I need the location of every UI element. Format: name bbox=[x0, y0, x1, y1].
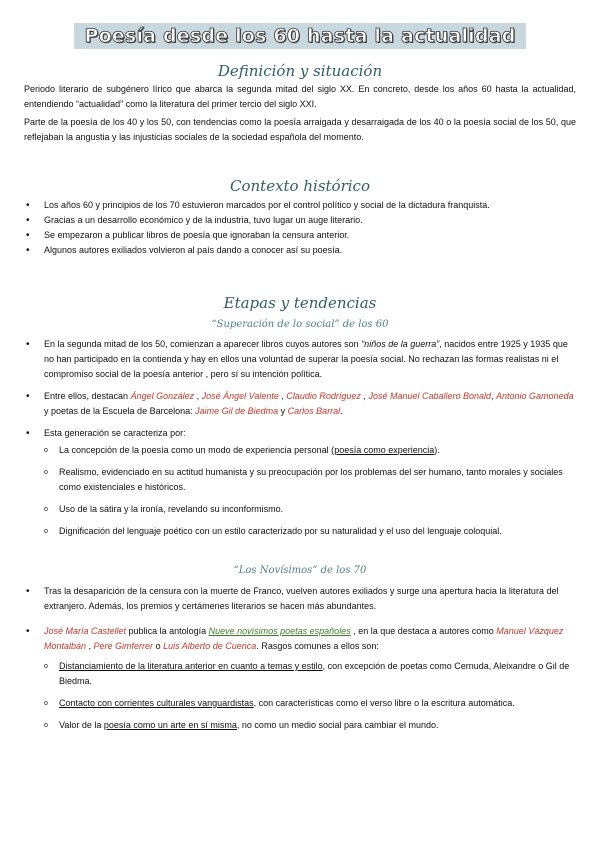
subheading-superacion: “Superación de lo social” de los 60 bbox=[211, 319, 389, 330]
author-name: José María Castellet bbox=[44, 626, 127, 636]
heading-contexto: Contexto histórico bbox=[230, 177, 370, 195]
list-item: • Algunos autores exiliados volvieron al país dando a conocer así su poesía. bbox=[24, 243, 576, 258]
contexto-list bbox=[24, 198, 576, 258]
subheading-novisimos: “Los Novísimos” de los 70 bbox=[233, 565, 367, 576]
author-name: Antonio Gamoneda bbox=[496, 391, 574, 401]
author-name: Manuel Vázquez Montalbán bbox=[44, 626, 564, 651]
list-item: o Dignificación del lenguaje poético con un estilo caracterizado por su naturalidad y el uso del lenguaje coloquial. bbox=[44, 524, 576, 539]
list-item: o Contacto con corrientes culturales vanguardistas, con características como el verso libre o la escritura automática. bbox=[44, 696, 576, 711]
ninos-guerra: “niños de la guerra” bbox=[361, 339, 440, 349]
paragraph-definicion-2: Parte de la poesía de los 40 y los 50, con tendencias como la poesía arraigada y desarraigada de los 40 o la poesía social de los 50, que reflejaban la angustia y las injusticias sociales de la sociedad española del momento. bbox=[24, 117, 576, 142]
heading-definicion: Definición y situación bbox=[217, 62, 383, 80]
paragraph-definicion-1: Periodo literario de subgénero lírico que abarca la segunda mitad del siglo XX. En concreto, desde los años 60 hasta la actualidad, entendiendo “actualidad” como la literatura del primer tercio del siglo XXI. bbox=[24, 84, 576, 109]
list-item: o La concepción de la poesía como un modo de experiencia personal (poesía como experiencia). bbox=[44, 443, 576, 458]
list-item: o Distanciamiento de la literatura anterior en cuanto a temas y estilo, con excepción de poetas como Cernuda, Aleixandre o Gil de Biedma. bbox=[44, 659, 576, 689]
document-title: Poesía desde los 60 hasta la actualidad bbox=[74, 23, 525, 49]
list-item: o Uso de la sátira y la ironía, revelando su inconformismo. bbox=[44, 502, 576, 517]
list-item: o Realismo, evidenciado en su actitud humanista y su preocupación por los problemas del ser humano, tanto morales y sociales como existenciales e históricos. bbox=[44, 465, 576, 495]
list-item: • José María Castellet publica la antología Nueve novísimos poetas españoles , en la que destaca a autores como Manuel Vázquez Montalbán , Pere Gimferrer o Luis Alberto de Cuenca. Rasgos comunes a ellos son: bbox=[24, 624, 576, 654]
author-name: Jaime Gil de Biedma bbox=[195, 406, 279, 416]
list-item: o Valor de la poesía como un arte en sí misma, no como un medio social para cambiar el mundo. bbox=[44, 718, 576, 733]
author-name: José Ángel Valente bbox=[201, 391, 279, 401]
list-item: • Se empezaron a publicar libros de poesía que ignoraban la censura anterior. bbox=[24, 228, 576, 243]
list-item: • Entre ellos, destacan Ángel González , José Ángel Valente , Claudio Rodríguez , José Manuel Caballero Bonald, Antonio Gamoneda y poetas de la Escuela de Barcelona: Jaime Gil de Biedma y Carlos Barral. bbox=[24, 389, 576, 419]
author-name: Carlos Barral bbox=[287, 406, 341, 416]
title-banner bbox=[0, 23, 600, 49]
author-name: Pere Gimferrer bbox=[93, 641, 154, 651]
novisimos-list bbox=[24, 584, 576, 654]
heading-etapas: Etapas y tendencias bbox=[223, 294, 377, 312]
author-name: José Manuel Caballero Bonald bbox=[368, 391, 492, 401]
list-item: • Esta generación se caracteriza por: bbox=[24, 426, 576, 441]
rasgos-list bbox=[44, 659, 576, 733]
list-item: • Gracias a un desarrollo económico y de la industria, tuvo lugar un auge literario. bbox=[24, 213, 576, 228]
etapas-list-1 bbox=[24, 337, 576, 441]
caracteristicas-list bbox=[44, 443, 576, 539]
list-item: • Los años 60 y principios de los 70 estuvieron marcados por el control político y social de la dictadura franquista. bbox=[24, 198, 576, 213]
author-name: Ángel González bbox=[130, 391, 195, 401]
antologia-title: Nueve novísimos poetas españoles bbox=[208, 626, 351, 636]
author-name: Luis Alberto de Cuenca bbox=[163, 641, 257, 651]
list-item: • Tras la desaparición de la censura con la muerte de Franco, vuelven autores exiliados y surge una apertura hacia la literatura del extranjero. Además, los premios y certámenes literarios se hacen más abundantes. bbox=[24, 584, 576, 614]
author-name: Claudio Rodríguez bbox=[286, 391, 361, 401]
list-item: • En la segunda mitad de los 50, comienzan a aparecer libros cuyos autores son “niños de la guerra”, nacidos entre 1925 y 1935 que no han participado en la contienda y hay en ellos una voluntad de superar la poesía social. No rechazan las formas realistas ni el compromiso social de la poesía anterior , pero sí su intención política. bbox=[24, 337, 576, 382]
